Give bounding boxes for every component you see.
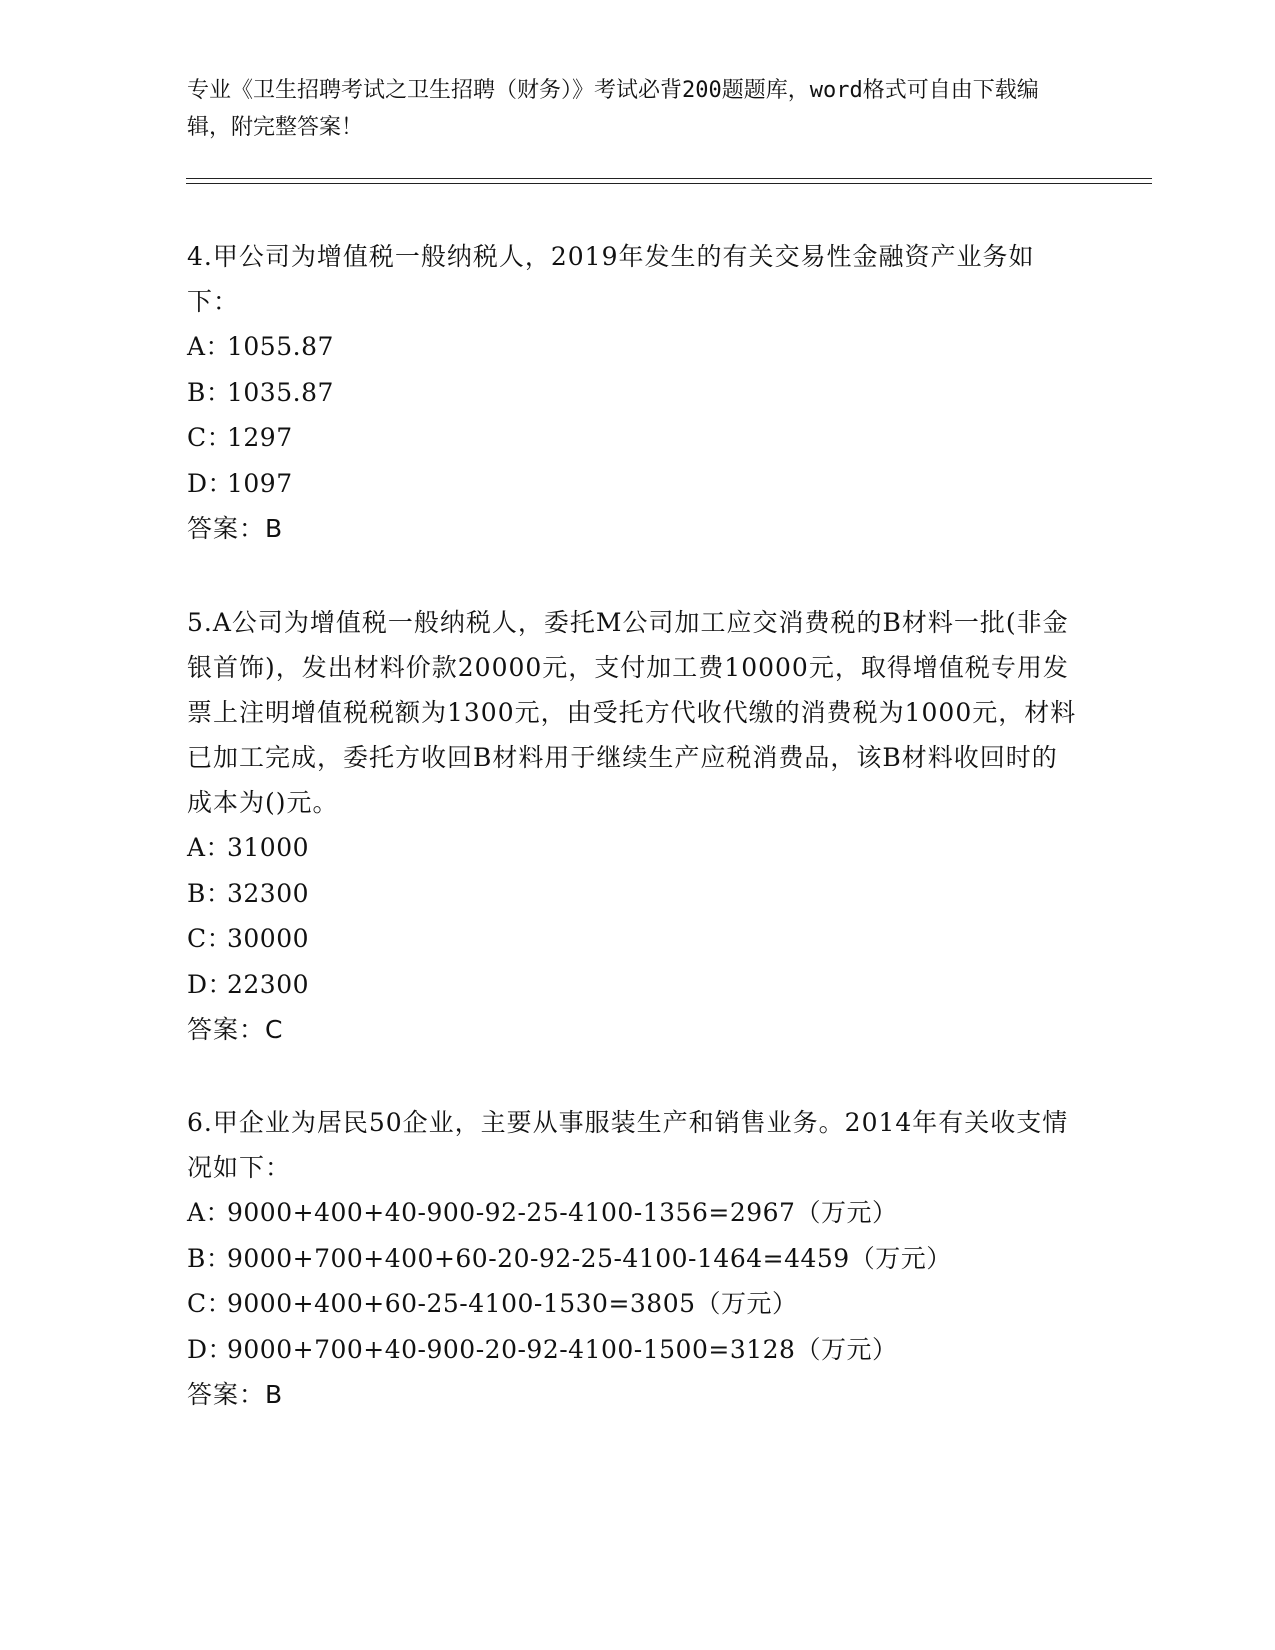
- header-text: 专业《卫生招聘考试之卫生招聘（财务）》考试必背200题题库，word格式可自由下载编辑，附完整答案！: [187, 78, 1039, 140]
- option-letter: D：: [187, 969, 234, 999]
- option-letter: A：: [187, 833, 232, 862]
- option-letter: C：: [187, 423, 233, 452]
- question-stem: 4.甲公司为增值税一般纳税人，2019年发生的有关交易性金融资产业务如下：: [187, 242, 1035, 316]
- option-letter: B：: [187, 1243, 232, 1273]
- option-letter: A：: [187, 1198, 232, 1227]
- question-block: [187, 1100, 1077, 1418]
- option-b: [187, 1236, 1077, 1282]
- header-divider-bottom: [186, 183, 1152, 184]
- answer-line: 答案：B: [187, 514, 284, 543]
- answer-line: 答案：C: [187, 1015, 284, 1044]
- option-text: 31000: [227, 833, 310, 862]
- option-text: 30000: [227, 924, 310, 953]
- document-header: [187, 72, 1067, 146]
- option-letter: B：: [187, 878, 232, 908]
- option-c: [187, 916, 1077, 962]
- option-d: [187, 461, 1077, 507]
- option-a: [187, 825, 1077, 871]
- option-text: 1055.87: [227, 332, 334, 361]
- question-block: [187, 600, 1077, 1053]
- option-letter: C：: [187, 924, 233, 953]
- option-letter: A：: [187, 332, 232, 361]
- option-letter: B：: [187, 377, 232, 407]
- option-d: [187, 962, 1077, 1008]
- question-stem: 5.A公司为增值税一般纳税人，委托M公司加工应交消费税的B材料一批(非金银首饰)，发出材料价款20000元，支付加工费10000元，取得增值税专用发票上注明增值税税额为1300元，由受托方代收代缴的消费税为1000元，材料已加工完成，委托方收回B材料用于继续生产应税消费品，该B材料收回时的成本为()元。: [187, 608, 1077, 817]
- option-text: 9000+400+60-25-4100-1530=3805（万元）: [227, 1289, 798, 1318]
- option-b: [187, 370, 1077, 416]
- question-stem: 6.甲企业为居民50企业，主要从事服装生产和销售业务。2014年有关收支情况如下：: [187, 1108, 1069, 1182]
- option-text: 22300: [227, 969, 310, 999]
- option-text: 1035.87: [227, 377, 334, 407]
- option-d: [187, 1327, 1077, 1373]
- option-text: 9000+400+40-900-92-25-4100-1356=2967（万元）: [227, 1198, 898, 1227]
- question-block: [187, 234, 1077, 552]
- option-text: 1097: [227, 468, 293, 498]
- option-a: [187, 324, 1077, 370]
- option-letter: D：: [187, 468, 234, 498]
- answer-line: 答案：B: [187, 1380, 284, 1409]
- option-text: 1297: [227, 423, 293, 452]
- option-text: 9000+700+40-900-20-92-4100-1500=3128（万元）: [227, 1334, 898, 1364]
- option-c: [187, 415, 1077, 461]
- option-text: 9000+700+400+60-20-92-25-4100-1464=4459（万元）: [227, 1243, 952, 1273]
- option-a: [187, 1190, 1077, 1236]
- option-letter: C：: [187, 1289, 233, 1318]
- option-b: [187, 871, 1077, 917]
- header-divider-top: [186, 178, 1152, 179]
- option-c: [187, 1281, 1077, 1327]
- option-text: 32300: [227, 878, 310, 908]
- option-letter: D：: [187, 1334, 234, 1364]
